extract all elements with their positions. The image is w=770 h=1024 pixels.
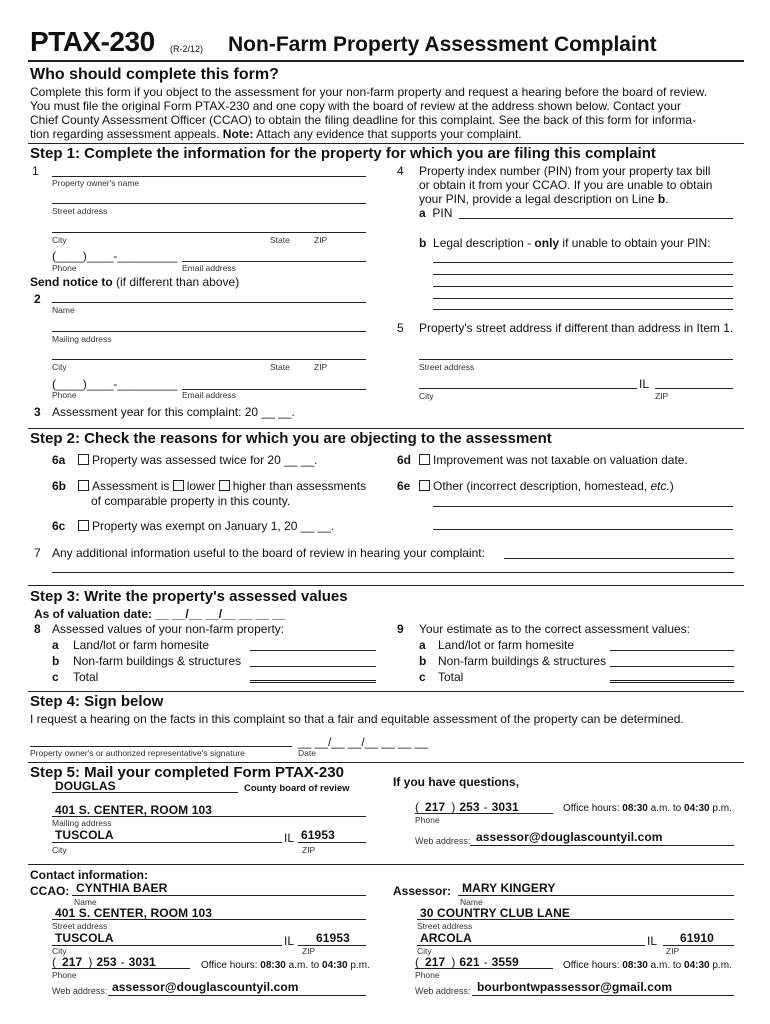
item-5-text: Property's street address if different than address in Item 1. [419,321,734,335]
item-2-number: 2 [34,292,41,306]
assessor-phone-label: Phone [415,970,440,980]
send-notice-rest: (if different than above) [112,275,240,289]
legal-description-label [419,236,711,250]
reason-6b-number: 6b [52,479,67,493]
property-city-field[interactable] [419,388,637,389]
legal-only: only [534,236,560,250]
reason-6b[interactable] [78,479,366,493]
step2-rule [28,428,744,429]
reason-6d-number: 6d [397,453,412,467]
ccao-pm: p.m. [350,960,370,971]
item-9b-letter: b [419,654,427,668]
questions-phone[interactable]: ( 217 ) 253 - 3031 [415,800,519,814]
email-label: Email address [182,263,236,273]
bor-mailing-field[interactable] [52,816,366,817]
header-rule [28,60,744,62]
reason-6e-number: 6e [397,479,411,493]
assessor-am-to: a.m. to [650,960,682,971]
item-7-text: Any additional information useful to the board of review in hearing your complaint: [52,546,485,560]
assessor-web-label: Web address: [415,986,471,996]
reason-6d-checkbox[interactable] [419,454,430,465]
pin-a-label: PIN [432,206,453,220]
step5-rule [28,762,744,763]
item-9-text: Your estimate as to the correct assessment values: [419,622,691,636]
ccao-open-time[interactable]: 08:30 [260,960,286,971]
ccao-name[interactable]: CYNTHIA BAER [76,881,168,895]
county-field[interactable] [52,792,238,793]
intro-note-label: Note: [222,127,254,141]
county-board-label: County board of review [244,783,350,794]
item-8a-letter: a [52,638,59,652]
assessor-street[interactable]: 30 COUNTRY CLUB LANE [420,906,571,920]
reason-6e[interactable] [419,479,674,493]
reason-6a-number: 6a [52,453,66,467]
notice-mailing-field[interactable] [52,331,366,332]
ccao-prefix: 253 [96,955,117,969]
questions-hours-label: Office hours: [563,803,620,814]
questions-web[interactable]: assessor@douglascountyil.com [476,830,663,844]
send-notice-heading [30,275,239,289]
legal-c: if unable to obtain your PIN: [559,236,711,250]
assessor-city-label: City [417,946,432,956]
reason-6b-higher: higher than assessments [232,479,367,493]
assessor-close-time[interactable]: 04:30 [684,960,710,971]
reason-6b-a: Assessment is [92,479,173,493]
property-zip-label: ZIP [655,391,669,401]
ccao-area-code: 217 [62,955,83,969]
bor-mailing-label: Mailing address [52,818,112,828]
assessor-hours-label: Office hours: [563,960,620,971]
assessor-name[interactable]: MARY KINGERY [462,881,556,895]
questions-am-to: a.m. to [650,803,682,814]
questions-area-code: 217 [425,800,446,814]
step2-heading: Step 2: Check the reasons for which you are objecting to the assessment [30,430,552,447]
city-label: City [52,235,67,245]
item-4-number: 4 [397,164,404,178]
assessor-street-field[interactable] [417,919,734,920]
item-8b-text: Non-farm buildings & structures [73,654,242,668]
hearing-request: I request a hearing on the facts in this complaint so that a fair and equitable assessment of the property can be determined. [30,712,684,726]
ccao-street[interactable]: 401 S. CENTER, ROOM 103 [55,906,213,920]
reason-6c[interactable] [78,519,334,533]
reason-6c-text: Property was exempt on January 1, 20 __ __. [92,519,335,533]
notice-city-label: City [52,362,67,372]
valuation-date[interactable]: As of valuation date: __ __/__ __/__ __ __ __ [34,607,286,621]
item-9-number: 9 [397,622,404,636]
item-9b-field[interactable] [610,666,734,667]
notice-zip-label: ZIP [314,362,328,372]
legal-line-1[interactable] [433,262,733,263]
bor-zip[interactable]: 61953 [301,828,335,842]
bor-city-label: City [52,845,67,855]
item-1-number: 1 [32,164,39,178]
item-9a-field[interactable] [610,650,734,651]
state-label: State [270,235,290,245]
sign-date-field[interactable]: __ __/__ __/__ __ __ __ [298,735,429,749]
reason-6e-b: ) [669,479,674,493]
street-address-field[interactable] [52,203,366,204]
assessor-area-code: 217 [425,955,446,969]
questions-phone-label: Phone [415,815,440,825]
legal-line-4[interactable] [433,298,733,299]
questions-open-time[interactable]: 08:30 [622,803,648,814]
notice-phone-field[interactable]: (____)____-_________ [52,377,178,391]
email-field[interactable] [182,261,366,262]
item-3-number: 3 [34,405,41,419]
reason-6c-checkbox[interactable] [78,520,89,531]
ccao-web-label: Web address: [52,986,108,996]
item-8c-text: Total [73,670,99,684]
send-notice-bold: Send notice to [30,275,113,289]
signature-label: Property owner's or authorized representative's signature [30,748,245,758]
phone-field[interactable]: (____)____-_________ [52,249,178,263]
intro-line-3: Chief County Assessment Officer (CCAO) to obtain the filing deadline for this complaint. See the back of this form for informa- [30,113,697,127]
ccao-street-label: Street address [52,921,108,931]
property-street-field[interactable] [419,359,733,360]
item-8a-field[interactable] [250,650,376,651]
intro-line-4c: Attach any evidence that supports your complaint. [253,127,522,141]
pin-line-3: your PIN, provide a legal description on Line b. [419,192,669,206]
assessor-web-field[interactable] [472,995,734,996]
owner-name-field[interactable] [52,176,366,177]
step4-rule [28,691,744,692]
ccao-am-to: a.m. to [288,960,320,971]
reason-6b-line-2: of comparable property in this county. [91,494,291,508]
legal-b-letter: b [419,236,427,250]
item-8c-field[interactable] [250,680,376,683]
step3-heading: Step 3: Write the property's assessed values [30,588,348,605]
reason-6d[interactable] [419,453,688,467]
assessor-name-label: Name [460,897,483,907]
reason-6b-lower-checkbox[interactable] [173,480,184,491]
notice-state-label: State [270,362,290,372]
intro-line-4 [30,127,522,141]
ccao-phone-label: Phone [52,970,77,980]
reason-6e-etc: etc. [650,479,670,493]
step1-rule [28,143,744,144]
assessor-line: 3559 [491,955,519,969]
ccao-il: IL [284,934,295,948]
legal-line-2[interactable] [433,274,733,275]
reason-6a[interactable] [78,453,317,467]
assessor-city[interactable]: ARCOLA [420,931,472,945]
ccao-city-field[interactable] [52,945,282,946]
ccao-close-time[interactable]: 04:30 [322,960,348,971]
ccao-name-label: Name [74,897,97,907]
assessor-prefix: 621 [459,955,480,969]
county-name[interactable]: DOUGLAS [55,779,116,793]
assessor-il: IL [647,934,658,948]
bor-il: IL [284,831,295,845]
property-zip-field[interactable] [655,388,733,389]
other-line-1[interactable] [433,506,733,507]
questions-line: 3031 [491,800,519,814]
additional-info-line-1[interactable] [504,558,734,559]
assessor-street-label: Street address [417,921,473,931]
reason-6a-checkbox[interactable] [78,454,89,465]
reason-6b-lower: lower [186,479,216,493]
form-revision: (R-2/12) [170,44,204,54]
ccao-label: CCAO: [30,884,70,898]
reason-6a-text: Property was assessed twice for 20 __ __. [92,453,318,467]
questions-heading: If you have questions, [393,775,520,789]
ccao-city[interactable]: TUSCOLA [55,931,114,945]
bor-mailing[interactable]: 401 S. CENTER, ROOM 103 [55,803,213,817]
additional-info-line-2[interactable] [52,572,734,573]
form-id: PTAX-230 [30,26,155,57]
ccao-hours-label: Office hours: [201,960,258,971]
reason-6e-checkbox[interactable] [419,480,430,491]
property-city-label: City [419,391,434,401]
step1-heading: Step 1: Complete the information for the property for which you are filing this complaint [30,145,656,162]
bor-zip-label: ZIP [302,845,316,855]
item-9c-text: Total [438,670,464,684]
date-label: Date [298,748,316,758]
step4-heading: Step 4: Sign below [30,693,164,710]
pin-line-4 [419,206,452,220]
assessor-city-field[interactable] [417,945,645,946]
reason-6b-higher-checkbox[interactable] [219,480,230,491]
assessor-phone[interactable]: ( 217 ) 621 - 3559 [415,955,519,969]
item-8b-letter: b [52,654,60,668]
bor-city[interactable]: TUSCOLA [55,828,114,842]
zip-label: ZIP [314,235,328,245]
reason-6c-number: 6c [52,519,66,533]
phone-label: Phone [52,263,77,273]
item-7-number: 7 [34,546,41,560]
item-9c-field[interactable] [610,680,734,683]
questions-close-time[interactable]: 04:30 [684,803,710,814]
notice-name-field[interactable] [52,302,366,303]
other-line-2[interactable] [433,529,733,530]
questions-phone-field[interactable] [415,813,553,814]
assessor-open-time[interactable]: 08:30 [622,960,648,971]
signature-field[interactable] [30,746,292,747]
ccao-zip[interactable]: 61953 [316,931,350,945]
pin-line-2: or obtain it from your CCAO. If you are unable to obtain [419,178,713,192]
bor-zip-field[interactable] [298,842,366,843]
contact-rule [28,864,744,865]
intro-line-1: Complete this form if you object to the assessment for your non-farm property and request a hearing before the board of review. [30,85,708,99]
item-8b-field[interactable] [250,666,376,667]
city-field[interactable] [52,232,366,233]
item-9c-letter: c [419,670,426,684]
assessor-name-field[interactable] [458,895,734,896]
assessment-year[interactable]: Assessment year for this complaint: 20 __ __. [52,405,295,419]
ccao-web[interactable]: assessor@douglascountyil.com [112,980,299,994]
assessor-pm: p.m. [712,960,732,971]
questions-web-label: Web address: [415,836,471,846]
reason-6b-checkbox[interactable] [78,480,89,491]
pin-line-3b: b [657,192,666,206]
owner-name-label: Property owner's name [52,178,140,188]
pin-line-1: Property index number (PIN) from your property tax bill [419,164,711,178]
item-5-number: 5 [397,321,404,335]
questions-prefix: 253 [459,800,480,814]
item-9a-letter: a [419,638,426,652]
ccao-zip-label: ZIP [302,946,316,956]
item-8c-letter: c [52,670,59,684]
questions-office-hours [563,803,732,814]
assessor-phone-field[interactable] [415,968,553,969]
notice-mailing-label: Mailing address [52,334,112,344]
legal-line-5[interactable] [433,309,733,310]
pin-line-3a: your PIN, provide a legal description on Line [419,192,658,206]
notice-name-label: Name [52,305,75,315]
item-8-text: Assessed values of your non-farm property: [52,622,285,636]
notice-phone-label: Phone [52,390,77,400]
pin-a-letter: a [419,206,426,220]
ccao-street-field[interactable] [52,919,366,920]
street-address-label: Street address [52,206,108,216]
bor-city-field[interactable] [52,842,282,843]
ccao-phone-field[interactable] [52,968,190,969]
intro-heading: Who should complete this form? [30,66,279,83]
legal-line-3[interactable] [433,286,733,287]
assessor-web[interactable]: bourbontwpassessor@gmail.com [477,980,673,994]
item-9b-text: Non-farm buildings & structures [438,654,607,668]
assessor-zip-label: ZIP [666,946,680,956]
property-il: IL [639,377,650,391]
ccao-web-field[interactable] [108,995,366,996]
item-9a-text: Land/lot or farm homesite [438,638,575,652]
reason-6e-a: Other (incorrect description, homestead, [433,479,651,493]
reason-6d-text: Improvement was not taxable on valuation date. [433,453,688,467]
assessor-office-hours [563,960,732,971]
ccao-office-hours [201,960,370,971]
step5-heading: Step 5: Mail your completed Form PTAX-230 [30,764,344,781]
intro-line-4a: tion regarding assessment appeals. [30,127,223,141]
ccao-line: 3031 [128,955,156,969]
item-8a-text: Land/lot or farm homesite [73,638,210,652]
step3-rule [28,585,744,586]
legal-a: Legal description - [433,236,535,250]
questions-web-field[interactable] [470,845,734,846]
ccao-name-field[interactable] [72,895,366,896]
form-title: Non-Farm Property Assessment Complaint [228,33,657,56]
pin-field[interactable] [459,218,733,219]
assessor-zip[interactable]: 61910 [680,931,714,945]
assessor-label: Assessor: [393,884,452,898]
intro-line-2: You must file the original Form PTAX-230 and one copy with the board of review at the address shown below. Contact your [30,99,682,113]
notice-city-field[interactable] [52,359,366,360]
notice-email-label: Email address [182,390,236,400]
property-street-label: Street address [419,362,475,372]
ccao-city-label: City [52,946,67,956]
ccao-phone[interactable]: ( 217 ) 253 - 3031 [52,955,156,969]
questions-pm: p.m. [712,803,732,814]
item-8-number: 8 [34,622,41,636]
contact-heading: Contact information: [30,868,148,882]
